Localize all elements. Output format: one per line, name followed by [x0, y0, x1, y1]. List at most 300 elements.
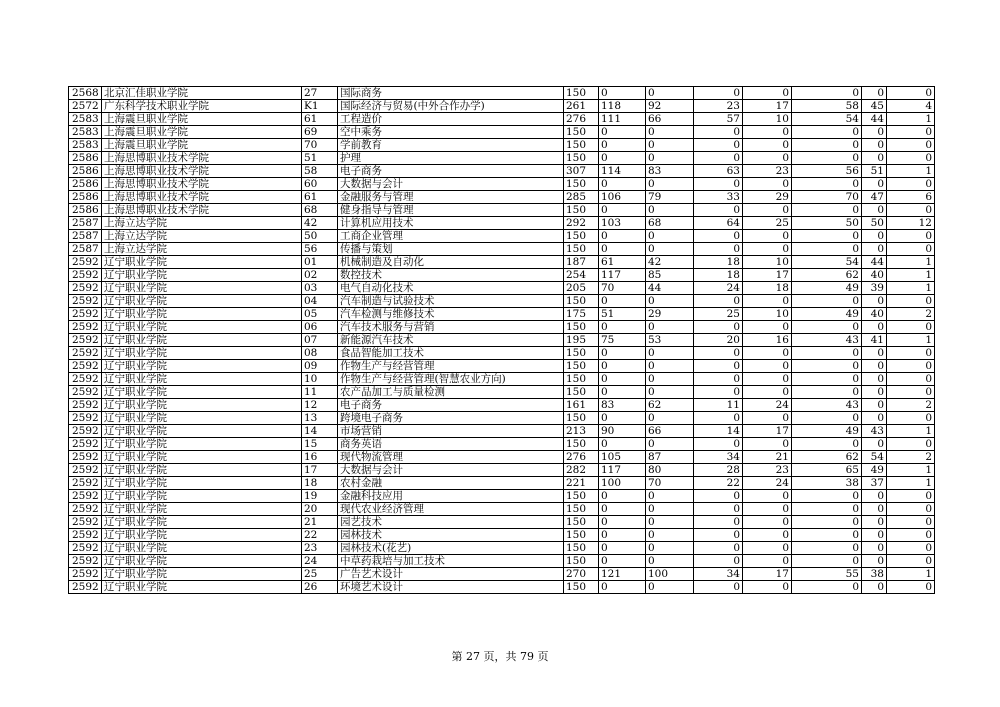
value-cell: 62 — [792, 451, 862, 464]
value-cell: 1 — [887, 256, 935, 269]
school-code-cell: 2592 — [69, 269, 102, 282]
value-cell: 18 — [694, 256, 743, 269]
table-row — [69, 412, 935, 425]
value-cell: 0 — [743, 243, 792, 256]
school-code-cell: 2592 — [69, 256, 102, 269]
major-code-cell: 10 — [302, 373, 338, 386]
value-cell: 0 — [743, 503, 792, 516]
value-cell: 2 — [887, 451, 935, 464]
value-cell: 111 — [599, 113, 646, 126]
major-name-cell: 作物生产与经营管理 — [338, 360, 564, 373]
value-cell: 43 — [792, 399, 862, 412]
value-cell: 39 — [862, 282, 887, 295]
value-cell: 0 — [792, 412, 862, 425]
value-cell: 0 — [743, 386, 792, 399]
value-cell: 0 — [599, 386, 646, 399]
school-code-cell: 2586 — [69, 191, 102, 204]
major-name-cell: 汽车技术服务与营销 — [338, 321, 564, 334]
value-cell: 150 — [564, 490, 599, 503]
school-name-cell: 上海思博职业技术学院 — [102, 152, 302, 165]
school-name-cell: 上海震旦职业学院 — [102, 126, 302, 139]
school-name-cell: 辽宁职业学院 — [102, 282, 302, 295]
value-cell: 0 — [646, 360, 694, 373]
table-row — [69, 308, 935, 321]
value-cell: 0 — [646, 555, 694, 568]
value-cell: 0 — [792, 178, 862, 191]
value-cell: 150 — [564, 516, 599, 529]
school-name-cell: 辽宁职业学院 — [102, 581, 302, 594]
enrollment-table — [68, 86, 935, 594]
major-code-cell: 24 — [302, 555, 338, 568]
school-name-cell: 辽宁职业学院 — [102, 464, 302, 477]
value-cell: 0 — [694, 516, 743, 529]
value-cell: 0 — [792, 373, 862, 386]
value-cell: 1 — [887, 282, 935, 295]
value-cell: 21 — [743, 451, 792, 464]
value-cell: 0 — [862, 542, 887, 555]
value-cell: 150 — [564, 542, 599, 555]
major-name-cell: 广告艺术设计 — [338, 568, 564, 581]
value-cell: 103 — [599, 217, 646, 230]
value-cell: 0 — [887, 360, 935, 373]
major-code-cell: 07 — [302, 334, 338, 347]
value-cell: 0 — [646, 243, 694, 256]
value-cell: 83 — [646, 165, 694, 178]
school-name-cell: 上海思博职业技术学院 — [102, 204, 302, 217]
value-cell: 41 — [862, 334, 887, 347]
table-row — [69, 256, 935, 269]
value-cell: 0 — [862, 126, 887, 139]
value-cell: 0 — [599, 126, 646, 139]
value-cell: 161 — [564, 399, 599, 412]
value-cell: 62 — [646, 399, 694, 412]
value-cell: 80 — [646, 464, 694, 477]
major-code-cell: 16 — [302, 451, 338, 464]
school-code-cell: 2592 — [69, 295, 102, 308]
value-cell: 0 — [862, 438, 887, 451]
value-cell: 23 — [743, 165, 792, 178]
school-code-cell: 2592 — [69, 581, 102, 594]
table-row — [69, 451, 935, 464]
major-name-cell: 农村金融 — [338, 477, 564, 490]
school-code-cell: 2592 — [69, 308, 102, 321]
major-code-cell: 60 — [302, 178, 338, 191]
value-cell: 0 — [792, 139, 862, 152]
value-cell: 0 — [743, 360, 792, 373]
table-row — [69, 542, 935, 555]
major-name-cell: 现代农业经济管理 — [338, 503, 564, 516]
major-name-cell: 园林技术 — [338, 529, 564, 542]
value-cell: 0 — [694, 321, 743, 334]
value-cell: 33 — [694, 191, 743, 204]
major-code-cell: 70 — [302, 139, 338, 152]
value-cell: 23 — [694, 100, 743, 113]
major-name-cell: 学前教育 — [338, 139, 564, 152]
table-row — [69, 516, 935, 529]
value-cell: 1 — [887, 269, 935, 282]
major-name-cell: 新能源汽车技术 — [338, 334, 564, 347]
school-code-cell: 2592 — [69, 347, 102, 360]
value-cell: 10 — [743, 256, 792, 269]
value-cell: 0 — [887, 581, 935, 594]
value-cell: 150 — [564, 529, 599, 542]
value-cell: 0 — [792, 490, 862, 503]
value-cell: 43 — [792, 334, 862, 347]
major-code-cell: 17 — [302, 464, 338, 477]
school-name-cell: 辽宁职业学院 — [102, 412, 302, 425]
value-cell: 63 — [694, 165, 743, 178]
value-cell: 54 — [792, 113, 862, 126]
value-cell: 0 — [862, 516, 887, 529]
value-cell: 0 — [599, 243, 646, 256]
value-cell: 40 — [862, 269, 887, 282]
value-cell: 0 — [599, 503, 646, 516]
value-cell: 0 — [862, 555, 887, 568]
table-body — [69, 87, 935, 594]
table-row — [69, 360, 935, 373]
value-cell: 0 — [792, 438, 862, 451]
value-cell: 221 — [564, 477, 599, 490]
table-row — [69, 269, 935, 282]
table-row — [69, 178, 935, 191]
school-code-cell: 2592 — [69, 516, 102, 529]
value-cell: 70 — [792, 191, 862, 204]
school-name-cell: 辽宁职业学院 — [102, 477, 302, 490]
school-name-cell: 辽宁职业学院 — [102, 425, 302, 438]
value-cell: 17 — [743, 100, 792, 113]
value-cell: 24 — [694, 282, 743, 295]
value-cell: 150 — [564, 178, 599, 191]
value-cell: 0 — [743, 230, 792, 243]
value-cell: 0 — [646, 516, 694, 529]
school-code-cell: 2587 — [69, 243, 102, 256]
school-name-cell: 辽宁职业学院 — [102, 256, 302, 269]
value-cell: 254 — [564, 269, 599, 282]
value-cell: 117 — [599, 464, 646, 477]
value-cell: 0 — [792, 243, 862, 256]
value-cell: 0 — [862, 152, 887, 165]
school-code-cell: 2592 — [69, 373, 102, 386]
value-cell: 0 — [694, 529, 743, 542]
value-cell: 150 — [564, 438, 599, 451]
major-code-cell: 61 — [302, 191, 338, 204]
value-cell: 0 — [646, 178, 694, 191]
value-cell: 25 — [743, 217, 792, 230]
table-row — [69, 100, 935, 113]
value-cell: 0 — [862, 529, 887, 542]
value-cell: 285 — [564, 191, 599, 204]
school-code-cell: 2592 — [69, 477, 102, 490]
school-code-cell: 2583 — [69, 126, 102, 139]
major-code-cell: 23 — [302, 542, 338, 555]
value-cell: 150 — [564, 126, 599, 139]
value-cell: 0 — [646, 438, 694, 451]
table-row — [69, 581, 935, 594]
value-cell: 0 — [862, 399, 887, 412]
value-cell: 10 — [743, 113, 792, 126]
major-name-cell: 传播与策划 — [338, 243, 564, 256]
value-cell: 0 — [646, 412, 694, 425]
major-code-cell: 02 — [302, 269, 338, 282]
value-cell: 0 — [862, 321, 887, 334]
school-code-cell: 2592 — [69, 334, 102, 347]
value-cell: 24 — [743, 399, 792, 412]
value-cell: 0 — [743, 373, 792, 386]
major-code-cell: 01 — [302, 256, 338, 269]
value-cell: 24 — [743, 477, 792, 490]
major-code-cell: 50 — [302, 230, 338, 243]
school-name-cell: 上海思博职业技术学院 — [102, 191, 302, 204]
value-cell: 0 — [694, 581, 743, 594]
value-cell: 150 — [564, 373, 599, 386]
value-cell: 150 — [564, 87, 599, 100]
value-cell: 0 — [599, 373, 646, 386]
major-code-cell: 19 — [302, 490, 338, 503]
school-name-cell: 上海震旦职业学院 — [102, 113, 302, 126]
value-cell: 0 — [887, 386, 935, 399]
school-name-cell: 辽宁职业学院 — [102, 308, 302, 321]
value-cell: 0 — [694, 412, 743, 425]
major-name-cell: 园艺技术 — [338, 516, 564, 529]
value-cell: 75 — [599, 334, 646, 347]
major-code-cell: 27 — [302, 87, 338, 100]
value-cell: 1 — [887, 464, 935, 477]
value-cell: 213 — [564, 425, 599, 438]
value-cell: 0 — [792, 321, 862, 334]
value-cell: 0 — [646, 373, 694, 386]
value-cell: 150 — [564, 204, 599, 217]
value-cell: 0 — [694, 347, 743, 360]
value-cell: 0 — [743, 490, 792, 503]
major-name-cell: 中草药栽培与加工技术 — [338, 555, 564, 568]
value-cell: 150 — [564, 321, 599, 334]
value-cell: 0 — [862, 230, 887, 243]
value-cell: 195 — [564, 334, 599, 347]
value-cell: 0 — [646, 490, 694, 503]
value-cell: 49 — [792, 282, 862, 295]
value-cell: 0 — [743, 438, 792, 451]
value-cell: 150 — [564, 295, 599, 308]
major-name-cell: 汽车制造与试验技术 — [338, 295, 564, 308]
value-cell: 68 — [646, 217, 694, 230]
school-name-cell: 辽宁职业学院 — [102, 529, 302, 542]
value-cell: 0 — [862, 139, 887, 152]
value-cell: 0 — [646, 581, 694, 594]
school-code-cell: 2592 — [69, 438, 102, 451]
school-name-cell: 辽宁职业学院 — [102, 321, 302, 334]
table-row — [69, 295, 935, 308]
school-code-cell: 2592 — [69, 503, 102, 516]
major-code-cell: 06 — [302, 321, 338, 334]
table-row — [69, 334, 935, 347]
value-cell: 0 — [862, 347, 887, 360]
major-code-cell: 08 — [302, 347, 338, 360]
school-code-cell: 2572 — [69, 100, 102, 113]
school-code-cell: 2592 — [69, 282, 102, 295]
value-cell: 0 — [599, 529, 646, 542]
value-cell: 150 — [564, 412, 599, 425]
table-row — [69, 139, 935, 152]
value-cell: 150 — [564, 360, 599, 373]
value-cell: 0 — [792, 204, 862, 217]
value-cell: 23 — [743, 464, 792, 477]
school-name-cell: 上海立达学院 — [102, 243, 302, 256]
value-cell: 70 — [599, 282, 646, 295]
value-cell: 0 — [646, 139, 694, 152]
value-cell: 55 — [792, 568, 862, 581]
value-cell: 0 — [862, 295, 887, 308]
value-cell: 0 — [792, 230, 862, 243]
table-row — [69, 399, 935, 412]
value-cell: 0 — [599, 230, 646, 243]
value-cell: 62 — [792, 269, 862, 282]
table-row — [69, 386, 935, 399]
value-cell: 0 — [792, 126, 862, 139]
major-code-cell: 56 — [302, 243, 338, 256]
value-cell: 16 — [743, 334, 792, 347]
value-cell: 0 — [646, 126, 694, 139]
value-cell: 276 — [564, 113, 599, 126]
table-row — [69, 217, 935, 230]
value-cell: 100 — [646, 568, 694, 581]
value-cell: 0 — [887, 243, 935, 256]
value-cell: 1 — [887, 334, 935, 347]
value-cell: 0 — [646, 230, 694, 243]
value-cell: 0 — [646, 542, 694, 555]
value-cell: 25 — [694, 308, 743, 321]
major-code-cell: 51 — [302, 152, 338, 165]
value-cell: 0 — [743, 152, 792, 165]
value-cell: 79 — [646, 191, 694, 204]
value-cell: 54 — [862, 451, 887, 464]
value-cell: 0 — [599, 516, 646, 529]
value-cell: 61 — [599, 256, 646, 269]
major-code-cell: K1 — [302, 100, 338, 113]
value-cell: 49 — [792, 425, 862, 438]
value-cell: 47 — [862, 191, 887, 204]
school-code-cell: 2587 — [69, 217, 102, 230]
value-cell: 0 — [862, 360, 887, 373]
major-code-cell: 26 — [302, 581, 338, 594]
value-cell: 0 — [743, 295, 792, 308]
value-cell: 0 — [792, 503, 862, 516]
value-cell: 118 — [599, 100, 646, 113]
table-row — [69, 555, 935, 568]
value-cell: 44 — [862, 113, 887, 126]
value-cell: 150 — [564, 386, 599, 399]
value-cell: 85 — [646, 269, 694, 282]
value-cell: 0 — [792, 516, 862, 529]
value-cell: 0 — [694, 542, 743, 555]
table-row — [69, 204, 935, 217]
school-code-cell: 2587 — [69, 230, 102, 243]
school-code-cell: 2586 — [69, 178, 102, 191]
major-code-cell: 12 — [302, 399, 338, 412]
table-row — [69, 568, 935, 581]
value-cell: 0 — [646, 503, 694, 516]
value-cell: 44 — [646, 282, 694, 295]
table-row — [69, 477, 935, 490]
major-code-cell: 42 — [302, 217, 338, 230]
school-code-cell: 2592 — [69, 386, 102, 399]
major-code-cell: 69 — [302, 126, 338, 139]
major-code-cell: 25 — [302, 568, 338, 581]
school-name-cell: 辽宁职业学院 — [102, 555, 302, 568]
page-number: 第 27 页，共 79 页 — [451, 650, 549, 663]
major-code-cell: 58 — [302, 165, 338, 178]
value-cell: 205 — [564, 282, 599, 295]
value-cell: 0 — [599, 295, 646, 308]
major-code-cell: 22 — [302, 529, 338, 542]
value-cell: 0 — [599, 581, 646, 594]
value-cell: 100 — [599, 477, 646, 490]
value-cell: 150 — [564, 581, 599, 594]
value-cell: 0 — [862, 204, 887, 217]
major-name-cell: 商务英语 — [338, 438, 564, 451]
major-name-cell: 计算机应用技术 — [338, 217, 564, 230]
value-cell: 38 — [792, 477, 862, 490]
value-cell: 0 — [792, 529, 862, 542]
major-name-cell: 护理 — [338, 152, 564, 165]
major-name-cell: 工程造价 — [338, 113, 564, 126]
value-cell: 1 — [887, 113, 935, 126]
major-name-cell: 机械制造及自动化 — [338, 256, 564, 269]
school-code-cell: 2592 — [69, 321, 102, 334]
value-cell: 0 — [694, 178, 743, 191]
value-cell: 0 — [792, 555, 862, 568]
major-name-cell: 电子商务 — [338, 399, 564, 412]
major-name-cell: 农产品加工与质量检测 — [338, 386, 564, 399]
value-cell: 0 — [792, 360, 862, 373]
value-cell: 0 — [887, 347, 935, 360]
value-cell: 50 — [792, 217, 862, 230]
value-cell: 18 — [694, 269, 743, 282]
value-cell: 17 — [743, 269, 792, 282]
value-cell: 0 — [694, 243, 743, 256]
value-cell: 0 — [694, 386, 743, 399]
value-cell: 0 — [599, 555, 646, 568]
value-cell: 58 — [792, 100, 862, 113]
value-cell: 0 — [646, 347, 694, 360]
major-code-cell: 68 — [302, 204, 338, 217]
value-cell: 57 — [694, 113, 743, 126]
value-cell: 56 — [792, 165, 862, 178]
value-cell: 34 — [694, 451, 743, 464]
value-cell: 64 — [694, 217, 743, 230]
school-code-cell: 2592 — [69, 568, 102, 581]
major-code-cell: 09 — [302, 360, 338, 373]
value-cell: 51 — [862, 165, 887, 178]
value-cell: 0 — [887, 87, 935, 100]
table-row — [69, 113, 935, 126]
school-code-cell: 2592 — [69, 412, 102, 425]
value-cell: 0 — [887, 139, 935, 152]
school-code-cell: 2586 — [69, 204, 102, 217]
value-cell: 17 — [743, 568, 792, 581]
table-row — [69, 321, 935, 334]
value-cell: 114 — [599, 165, 646, 178]
school-code-cell: 2583 — [69, 113, 102, 126]
school-code-cell: 2568 — [69, 87, 102, 100]
value-cell: 0 — [887, 438, 935, 451]
value-cell: 0 — [694, 230, 743, 243]
value-cell: 0 — [862, 178, 887, 191]
value-cell: 150 — [564, 347, 599, 360]
value-cell: 42 — [646, 256, 694, 269]
major-code-cell: 04 — [302, 295, 338, 308]
value-cell: 0 — [694, 139, 743, 152]
value-cell: 11 — [694, 399, 743, 412]
